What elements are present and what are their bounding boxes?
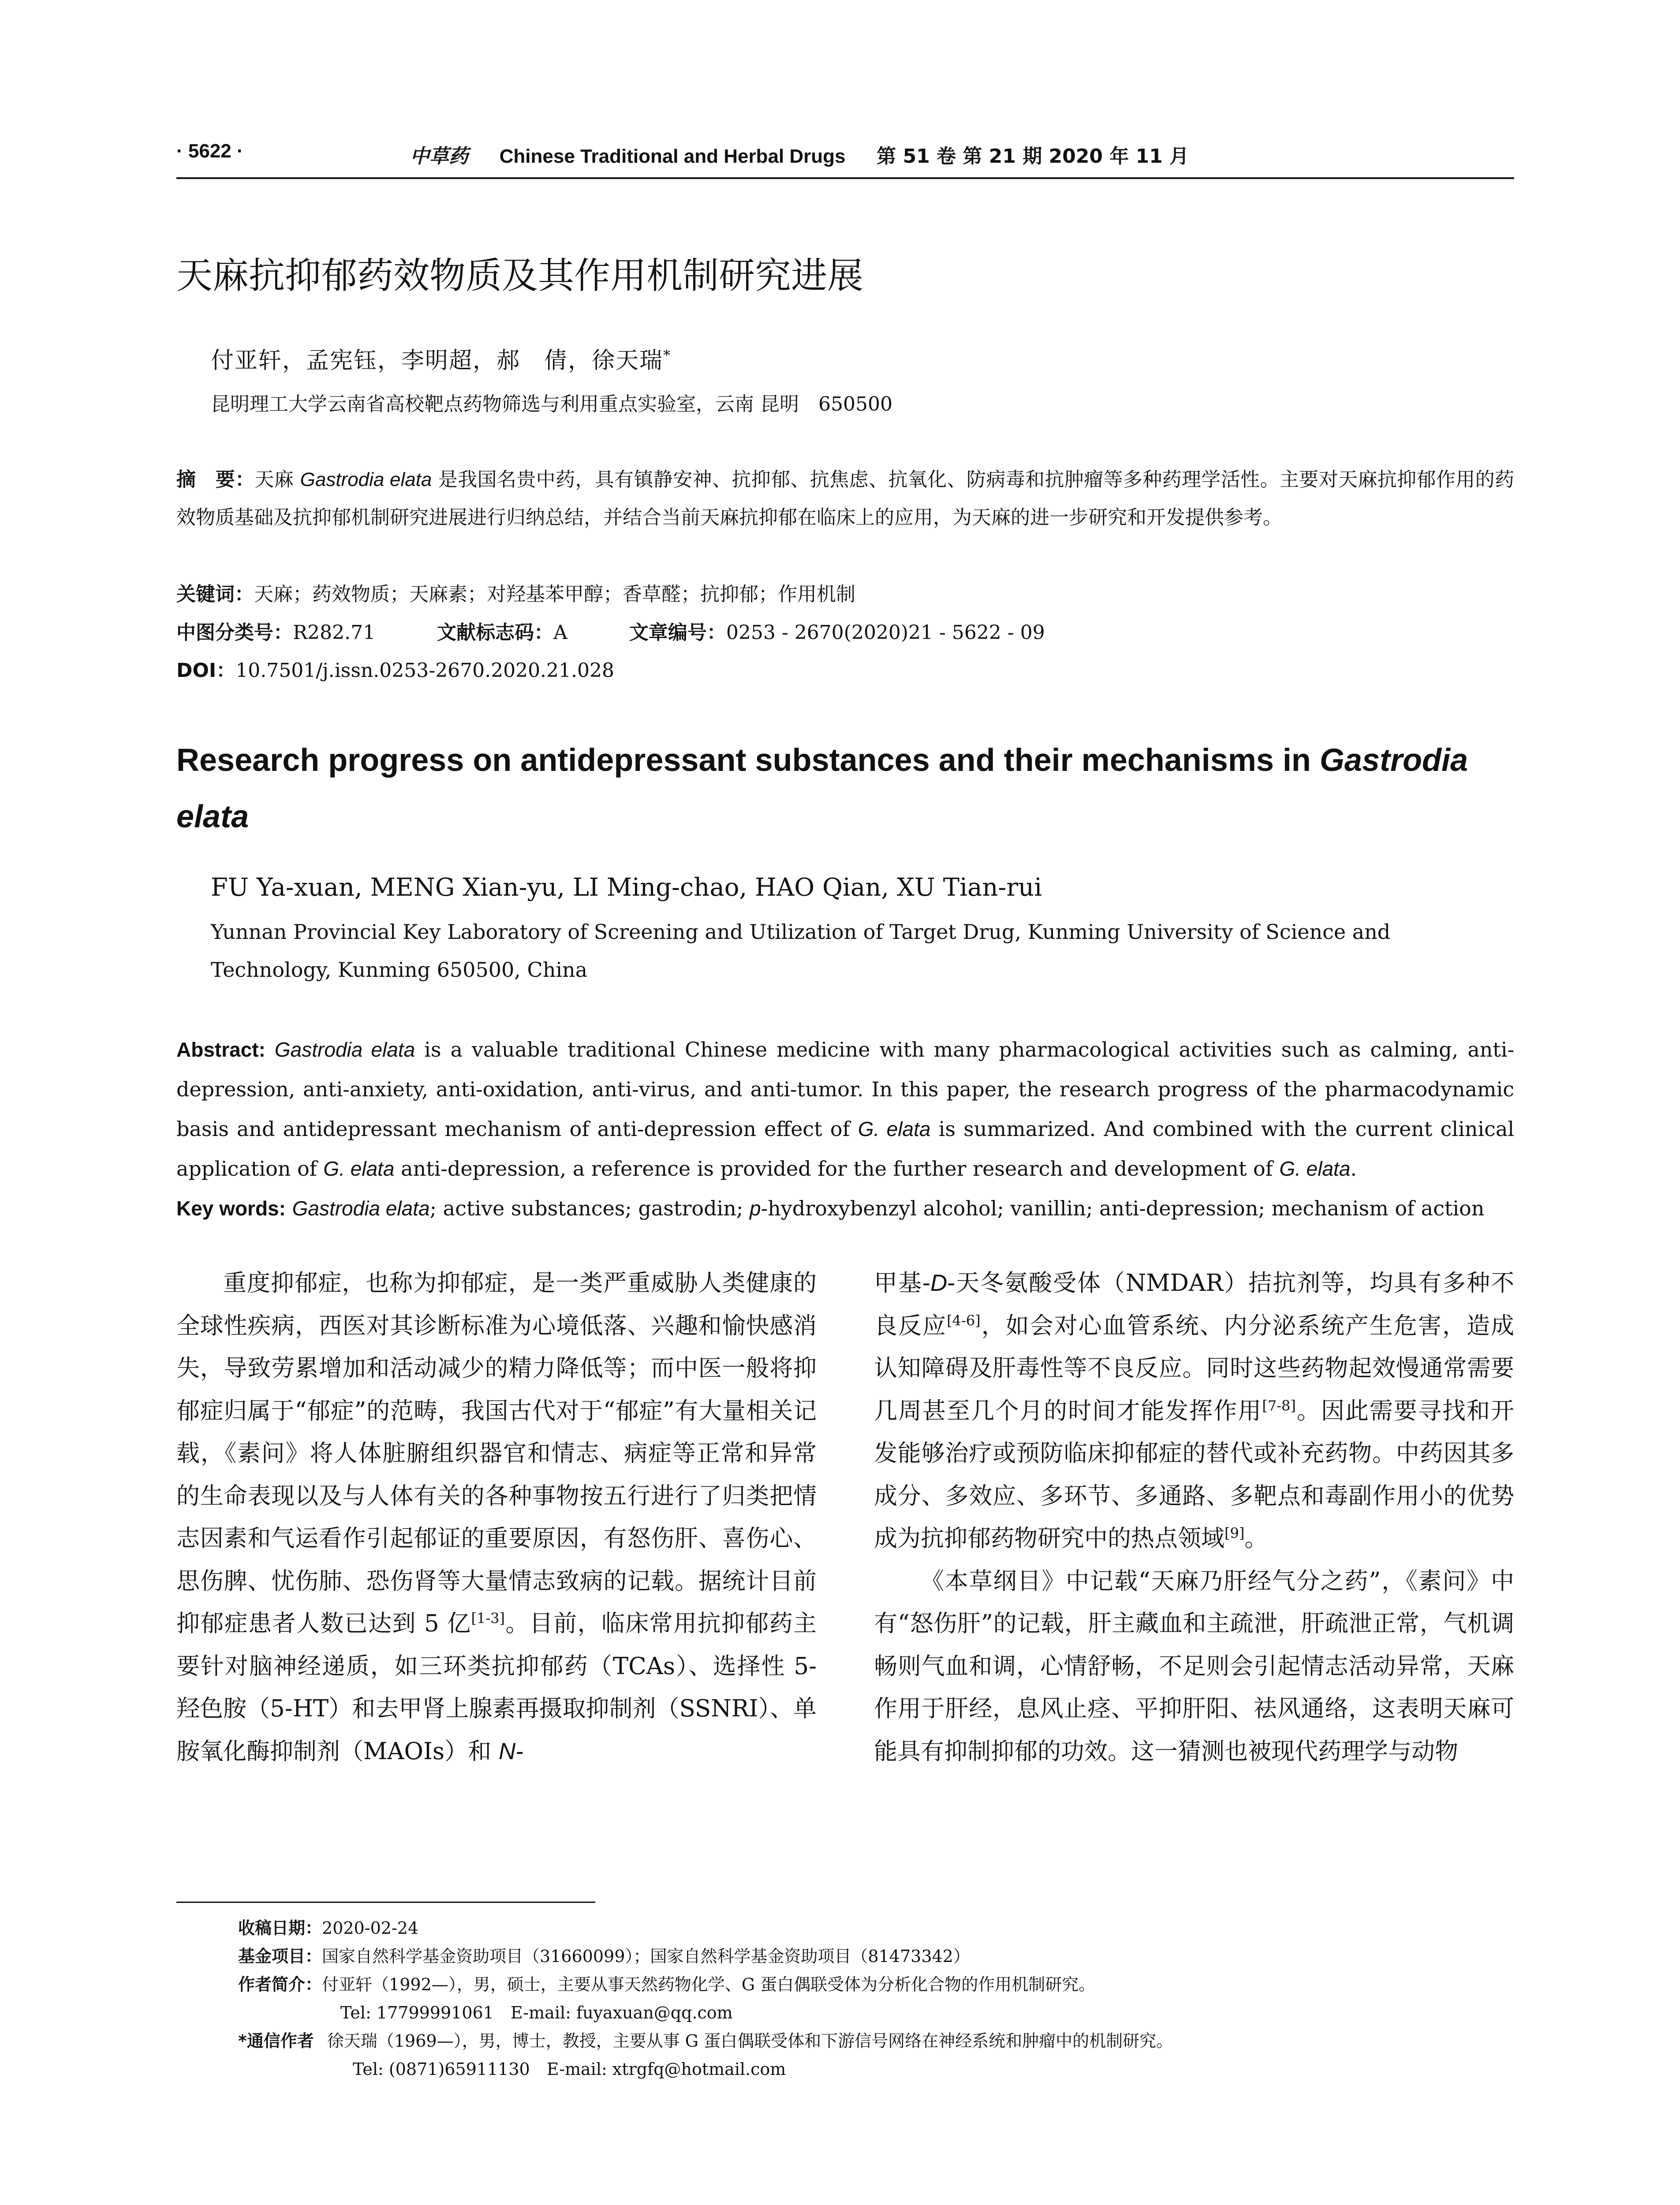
body-text: 。: [1244, 1525, 1268, 1552]
running-header: [410, 140, 1189, 168]
footnote-corresponding-contact[interactable]: Tel: (0871)65911130 E-mail: xtrgfq@hotmail.com: [353, 2059, 786, 2079]
body-paragraph: 《本草纲目》中记载“天麻乃肝经气分之药”，《素问》中有“怒伤肝”的记载，肝主藏血和主疏泄，肝疏泄正常，气机调畅则气血和调，心情舒畅，不足则会引起情志活动异常，天麻作用于肝经，息风止痉、平抑肝阳、祛风通络，这表明天麻可能具有抑制抑郁的功效。这一猜测也被现代药理学与动物: [874, 1567, 1514, 1765]
doi-line: [176, 652, 1514, 690]
abstract-en-text: anti-depression, a reference is provided for the further research and development of: [394, 1157, 1280, 1181]
abstract-en: [176, 1030, 1514, 1188]
abstract-en-text: .: [1350, 1157, 1357, 1181]
keywords-cn: [176, 576, 1514, 613]
keywords-cn-text: 天麻；药效物质；天麻素；对羟基苯甲醇；香草醛；抗抑郁；作用机制: [254, 583, 855, 605]
classification-line: [176, 614, 1514, 652]
keywords-en-text: -hydroxybenzyl alcohol; vanillin; anti-depression; mechanism of action: [761, 1196, 1485, 1220]
citation[interactable]: [4-6]: [947, 1312, 981, 1329]
article-no-label: 文章编号：: [629, 621, 726, 644]
latin-name: G. elata: [858, 1117, 931, 1140]
footnote-fund: [238, 1942, 1173, 1970]
latin-name: G. elata: [1279, 1157, 1351, 1180]
authors-cn: [211, 342, 671, 375]
title-en: [176, 732, 1526, 845]
article-no-value: 0253 - 2670(2020)21 - 5622 - 09: [726, 621, 1045, 644]
citation[interactable]: [9]: [1225, 1525, 1245, 1542]
authors-cn-names: 付亚轩，孟宪钰，李明超，郝 倩，徐天瑞: [211, 348, 664, 374]
abstract-en-text: is a valuable traditional Chinese medicine with many pharmacological activities such as calming, anti-depression, anti-anxiety, anti-oxidation, anti-virus, and anti-tumor. In this paper, the research progress of the pharmacodynamic basis and antidepressant mechanism of anti-depression effect of: [176, 1038, 1515, 1141]
footnote-author-contact[interactable]: Tel: 17799991061 E-mail: fuyaxuan@qq.com: [340, 2003, 733, 2022]
body-column-right: [874, 1262, 1514, 1773]
latin-name: Gastrodia elata: [292, 1197, 430, 1220]
keywords-cn-label: 关键词：: [176, 583, 254, 605]
footnote-rule: [176, 1902, 595, 1903]
abstract-cn-text: 天麻: [254, 468, 300, 491]
keywords-en-italic: p: [749, 1197, 761, 1220]
corresponding-mark: *: [663, 347, 672, 364]
footnote-text: 付亚轩（1992—），男，硕士，主要从事天然药物化学、G 蛋白偶联受体为分析化合物的作用机制研究。: [322, 1975, 1096, 1994]
footnote-label: *通信作者: [238, 2031, 314, 2051]
body-text: 重度抑郁症，也称为抑郁症，是一类严重威胁人类健康的全球性疾病，西医对其诊断标准为心境低落、兴趣和愉快感消失，导致劳累增加和活动减少的精力降低等；而中医一般将抑郁症归属于“郁症”的范畴，我国古代对于“郁症”有大量相关记载，《素问》将人体脏腑组织器官和情志、病症等正常和异常的生命表现以及与人体有关的各种事物按五行进行了归类把情志因素和气运看作引起郁证的重要原因，有怒伤肝、喜伤心、思伤脾、忧伤肺、恐伤肾等大量情志致病的记载。据统计目前抑郁症患者人数已达到 5 亿: [176, 1270, 817, 1637]
title-en-latin: Gastrodia elata: [176, 743, 1468, 834]
authors-en: FU Ya-xuan, MENG Xian-yu, LI Ming-chao, HAO Qian, XU Tian-rui: [211, 873, 1042, 902]
body-text: 甲基-: [874, 1270, 930, 1297]
abstract-cn-label: 摘 要：: [176, 468, 255, 491]
keywords-en-label: Key words:: [176, 1197, 286, 1220]
latin-name: G. elata: [323, 1157, 395, 1180]
footnote-label: 作者简介：: [238, 1975, 322, 1994]
journal-name-en: Chinese Traditional and Herbal Drugs: [499, 146, 846, 167]
doi-label: DOI：: [176, 659, 236, 682]
footnote-text: 徐天瑞（1969—），男，博士，教授，主要从事 G 蛋白偶联受体和下游信号网络在神经系统和肿瘤中的机制研究。: [327, 2031, 1173, 2051]
page-number: · 5622 ·: [176, 140, 243, 162]
clc-value: R282.71: [293, 621, 376, 644]
doi-value[interactable]: 10.7501/j.issn.0253-2670.2020.21.028: [235, 659, 614, 682]
affiliation-en: Yunnan Provincial Key Laboratory of Screening and Utilization of Target Drug, Kunming University of Science and Technology, Kunming 650500, China: [211, 920, 1391, 982]
footnote-label: 基金项目：: [238, 1947, 322, 1966]
abstract-cn: [176, 461, 1514, 537]
body-text: 。因此需要寻找和开发能够治疗或预防临床抑郁症的替代或补充药物。中药因其多成分、多效应、多环节、多通路、多靶点和毒副作用小的优势成为抗抑郁药物研究中的热点领域: [874, 1397, 1515, 1552]
footnote-text: 2020-02-24: [322, 1918, 419, 1938]
latin-name: Gastrodia elata: [300, 469, 432, 490]
footnote-received: [238, 1914, 1173, 1942]
body-italic: N-: [498, 1738, 523, 1764]
body-text: 。目前，临床常用抗抑郁药主要针对脑神经递质，如三环类抗抑郁药（TCAs）、选择性 5-羟色胺（5-HT）和去甲肾上腺素再摄取抑制剂（SSNRI）、单胺氧化酶抑制剂（MAOIs）和: [176, 1610, 817, 1765]
body-text: ，如会对心血管系统、内分泌系统产生危害，造成认知障碍及肝毒性等不良反应。同时这些药物起效慢通常需要几周甚至几个月的时间才能发挥作用: [874, 1312, 1515, 1424]
header-rule: [176, 177, 1514, 179]
issue-info: 第 51 卷 第 21 期 2020 年 11 月: [877, 145, 1189, 168]
affiliation-cn: 昆明理工大学云南省高校靶点药物筛选与利用重点实验室，云南 昆明 650500: [211, 393, 892, 415]
title-en-text: Research progress on antidepressant substances and their mechanisms in: [176, 743, 1320, 778]
title-cn: 天麻抗抑郁药效物质及其作用机制研究进展: [176, 255, 864, 297]
latin-name: Gastrodia elata: [274, 1038, 415, 1061]
citation[interactable]: [1-3]: [471, 1610, 505, 1627]
footnote-label: 收稿日期：: [238, 1918, 322, 1938]
footnote-text: 国家自然科学基金资助项目（31660099）；国家自然科学基金资助项目（81473342）: [322, 1947, 970, 1966]
keywords-en: [176, 1188, 1514, 1228]
abstract-en-text: is summarized. And combined with the current clinical application of: [176, 1117, 1514, 1181]
body-paragraph: [874, 1262, 1514, 1560]
keywords-en-text: ; active substances; gastrodin;: [429, 1196, 750, 1220]
body-italic: D: [930, 1270, 948, 1296]
body-paragraph: [176, 1262, 817, 1773]
journal-name-cn: 中草药: [410, 145, 468, 168]
citation[interactable]: [7-8]: [1262, 1397, 1296, 1414]
footnote-corresponding: [238, 2027, 1173, 2055]
body-text: -天冬氨酸受体（NMDAR）拮抗剂等，均具有多种不良反应: [874, 1270, 1514, 1339]
abstract-cn-text: 是我国名贵中药，具有镇静安神、抗抑郁、抗焦虑、抗氧化、防病毒和抗肿瘤等多种药理学活性。主要对天麻抗抑郁作用的药效物质基础及抗抑郁机制研究进展进行归纳总结，并结合当前天麻抗抑郁在临床上的应用，为天麻的进一步研究和开发提供参考。: [176, 468, 1514, 529]
body-column-left: [176, 1262, 817, 1773]
doc-code-label: 文献标志码：: [437, 621, 554, 644]
footnotes: [238, 1914, 1173, 2083]
footnote-author: [238, 1970, 1173, 1999]
abstract-en-label: Abstract:: [176, 1038, 265, 1061]
clc-label: 中图分类号：: [176, 621, 293, 644]
doc-code-value: A: [553, 621, 567, 644]
